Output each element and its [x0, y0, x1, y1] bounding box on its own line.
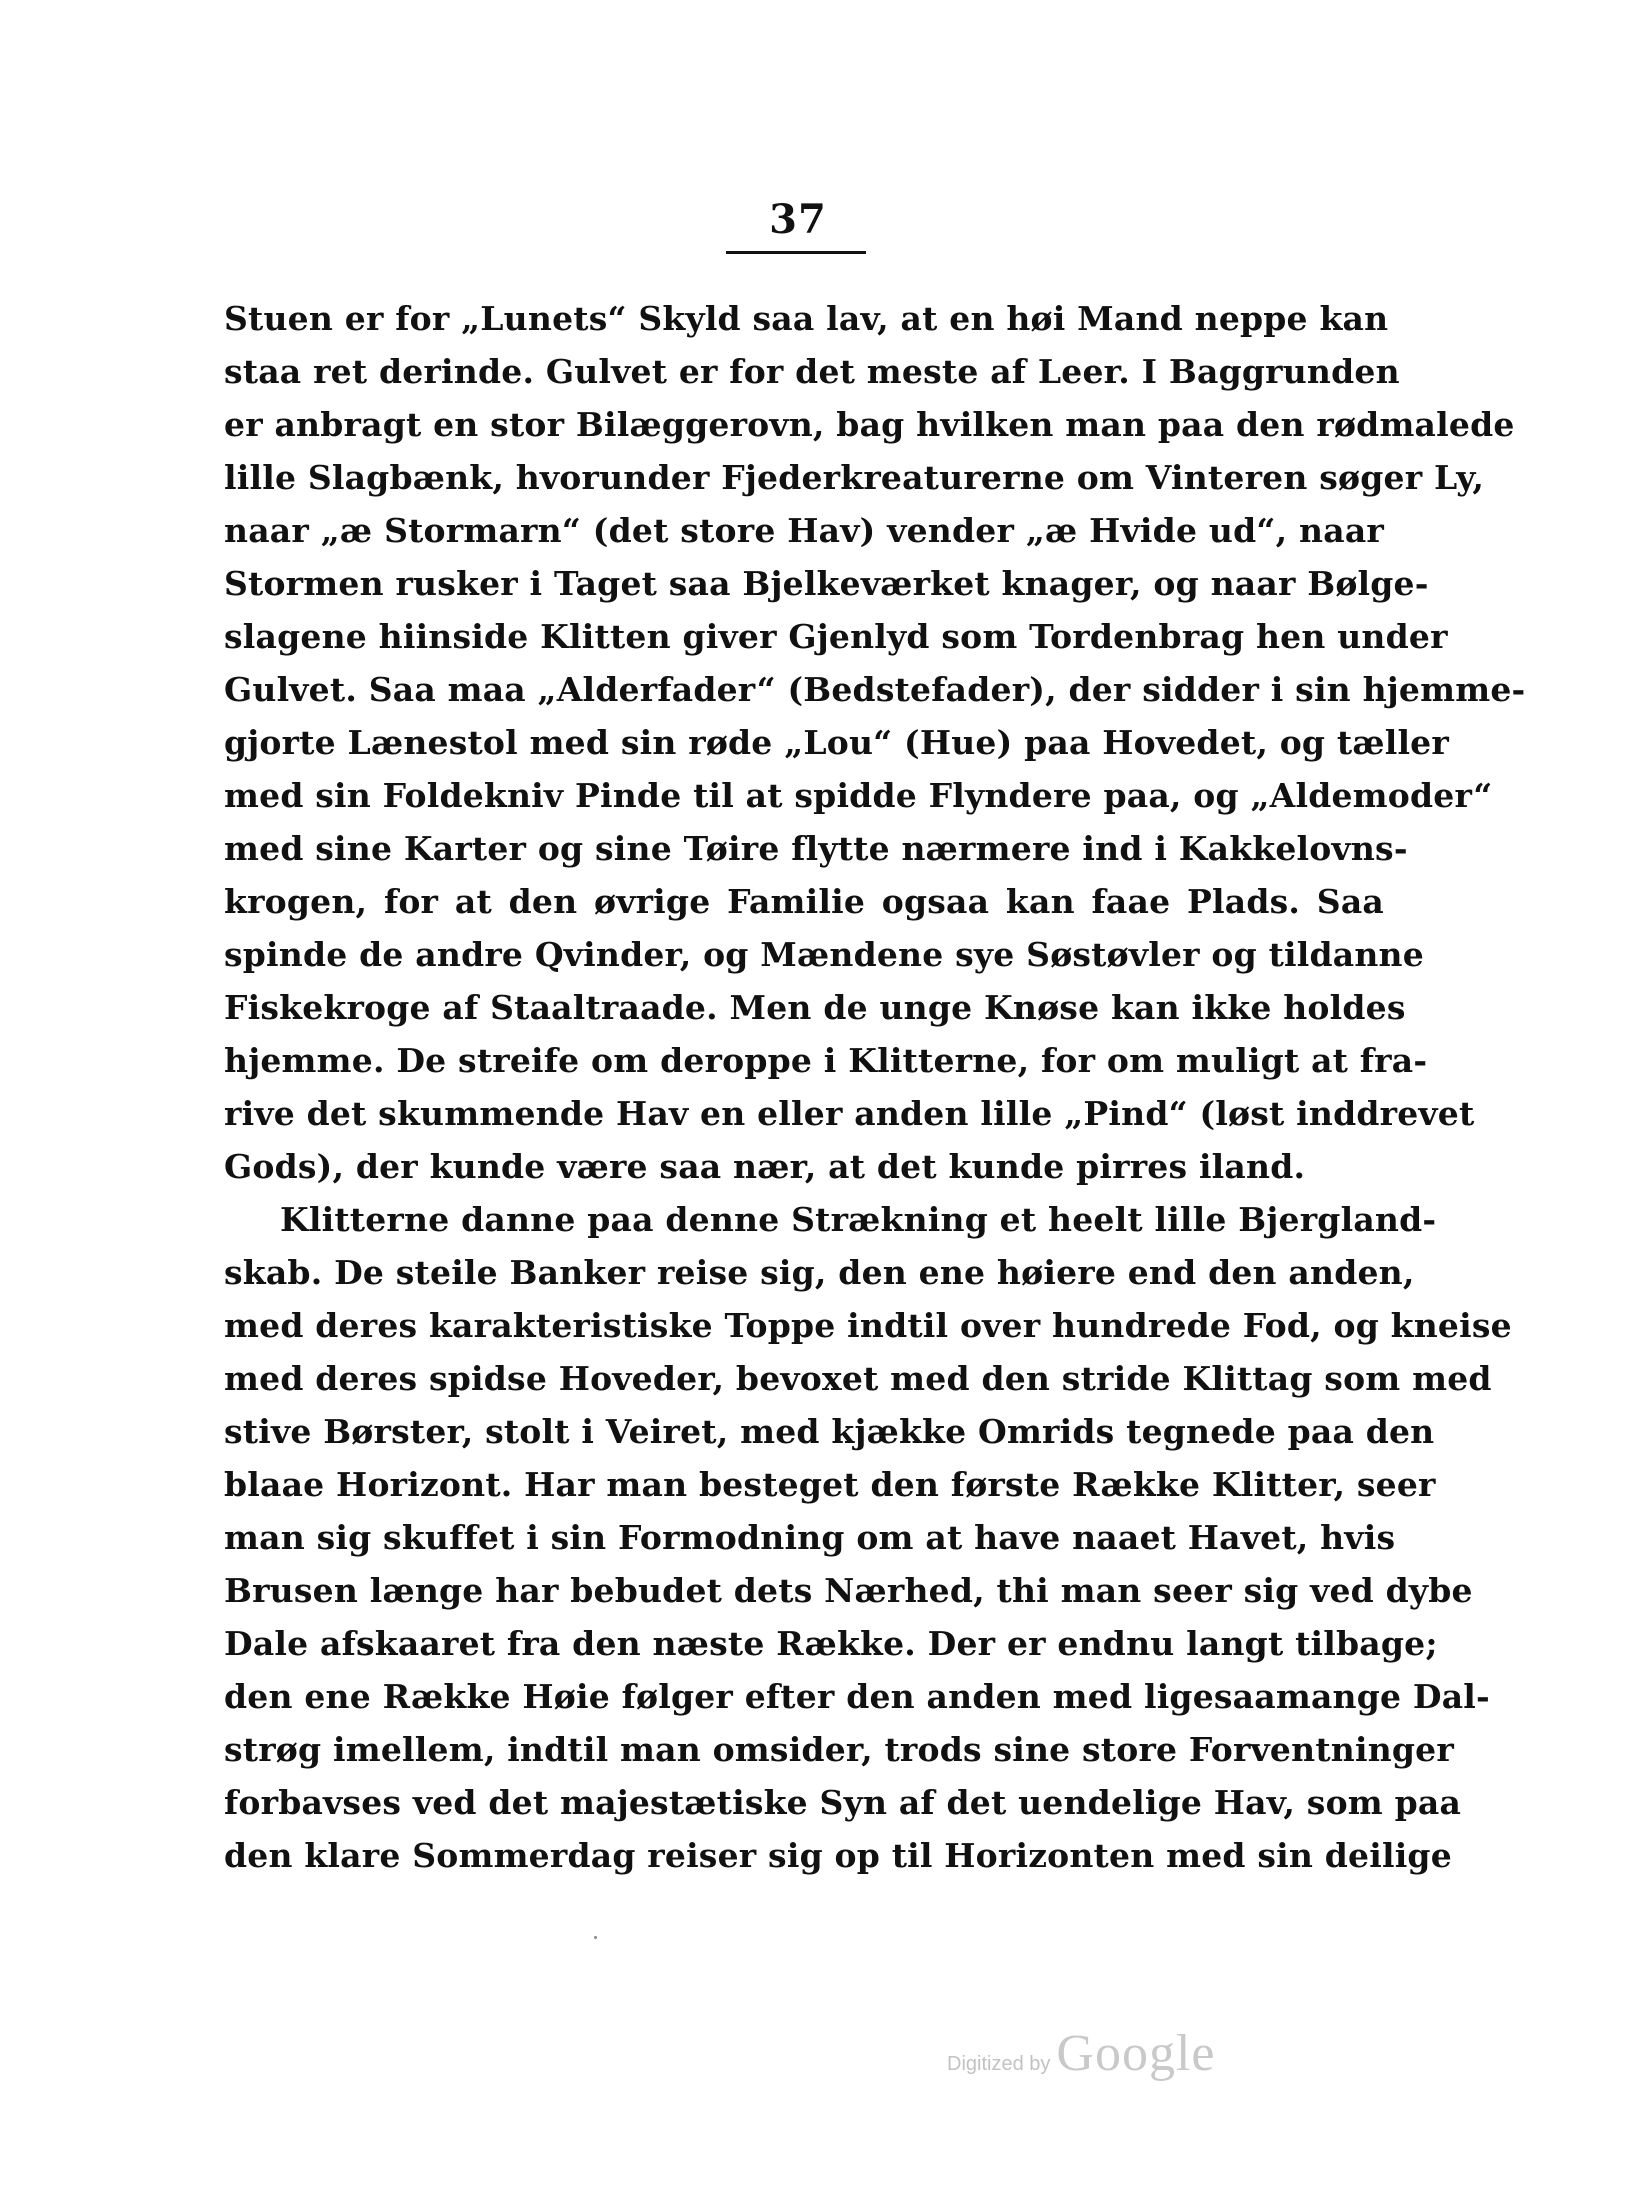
text-line: er anbragt en stor Bilæggerovn, bag hvilken man paa den rødmalede [224, 405, 1515, 444]
text-line: strøg imellem, indtil man omsider, trods sine store Forventninger [224, 1730, 1454, 1769]
paragraph [224, 1193, 1512, 1882]
text-line: Stuen er for „Lunets“ Skyld saa lav, at en høi Mand neppe kan [224, 299, 1389, 338]
text-line: den klare Sommerdag reiser sig op til Horizonten med sin deilige [224, 1836, 1452, 1875]
text-line: hjemme. De streife om deroppe i Klitterne, for om muligt at fra- [224, 1041, 1428, 1080]
text-line: forbavses ved det majestætiske Syn af det uendelige Hav, som paa [224, 1783, 1462, 1822]
watermark-prefix: Digitized by [947, 2053, 1051, 2075]
page-number-rule [726, 251, 866, 254]
text-line: Klitterne danne paa denne Strækning et heelt lille Bjergland- [280, 1200, 1437, 1239]
text-line: Brusen længe har bebudet dets Nærhed, thi man seer sig ved dybe [224, 1571, 1473, 1610]
text-line: med deres karakteristiske Toppe indtil over hundrede Fod, og kneise [224, 1306, 1512, 1345]
text-line: med sin Foldekniv Pinde til at spidde Flyndere paa, og „Aldemoder“ [224, 776, 1493, 815]
text-line: stive Børster, stolt i Veiret, med kjække Omrids tegnede paa den [224, 1412, 1435, 1451]
text-line: med sine Karter og sine Tøire flytte nærmere ind i Kakkelovns- [224, 829, 1408, 868]
text-line: Fiskekroge af Staaltraade. Men de unge Knøse kan ikke holdes [224, 988, 1406, 1027]
body-text [224, 292, 1526, 1882]
text-line: man sig skuffet i sin Formodning om at have naaet Havet, hvis [224, 1518, 1396, 1557]
text-line: rive det skummende Hav en eller anden lille „Pind“ (løst inddrevet [224, 1094, 1475, 1133]
watermark-brand-logo: Google [1056, 2025, 1216, 2082]
page-number: 37 [769, 196, 827, 243]
text-line: krogen, for at den øvrige Familie ogsaa kan faae Plads. Saa [224, 882, 1384, 921]
text-line: skab. De steile Banker reise sig, den ene høiere end den anden, [224, 1253, 1415, 1292]
text-line: blaae Horizont. Har man besteget den første Række Klitter, seer [224, 1465, 1436, 1504]
text-line: slagene hiinside Klitten giver Gjenlyd som Tordenbrag hen under [224, 617, 1448, 656]
text-line: gjorte Lænestol med sin røde „Lou“ (Hue) paa Hovedet, og tæller [224, 723, 1449, 762]
text-line: den ene Række Høie følger efter den anden med ligesaamange Dal- [224, 1677, 1490, 1716]
text-line: naar „æ Stormarn“ (det store Hav) vender „æ Hvide ud“, naar [224, 511, 1384, 550]
text-line: Stormen rusker i Taget saa Bjelkeværket knager, og naar Bølge- [224, 564, 1429, 603]
text-line: med deres spidse Hoveder, bevoxet med den stride Klittag som med [224, 1359, 1492, 1398]
paragraph [224, 292, 1526, 1193]
text-line: Dale afskaaret fra den næste Række. Der er endnu langt tilbage; [224, 1624, 1438, 1663]
text-line: staa ret derinde. Gulvet er for det meste af Leer. I Baggrunden [224, 352, 1400, 391]
text-line: spinde de andre Qvinder, og Mændene sye Søstøvler og tildanne [224, 935, 1424, 974]
digitized-by-google-watermark [947, 2024, 1287, 2094]
text-line: Gulvet. Saa maa „Alderfader“ (Bedstefader), der sidder i sin hjemme- [224, 670, 1526, 709]
print-speck [594, 1936, 597, 1939]
text-line: Gods), der kunde være saa nær, at det kunde pirres iland. [224, 1147, 1306, 1186]
text-line: lille Slagbænk, hvorunder Fjederkreaturerne om Vinteren søger Ly, [224, 458, 1485, 497]
